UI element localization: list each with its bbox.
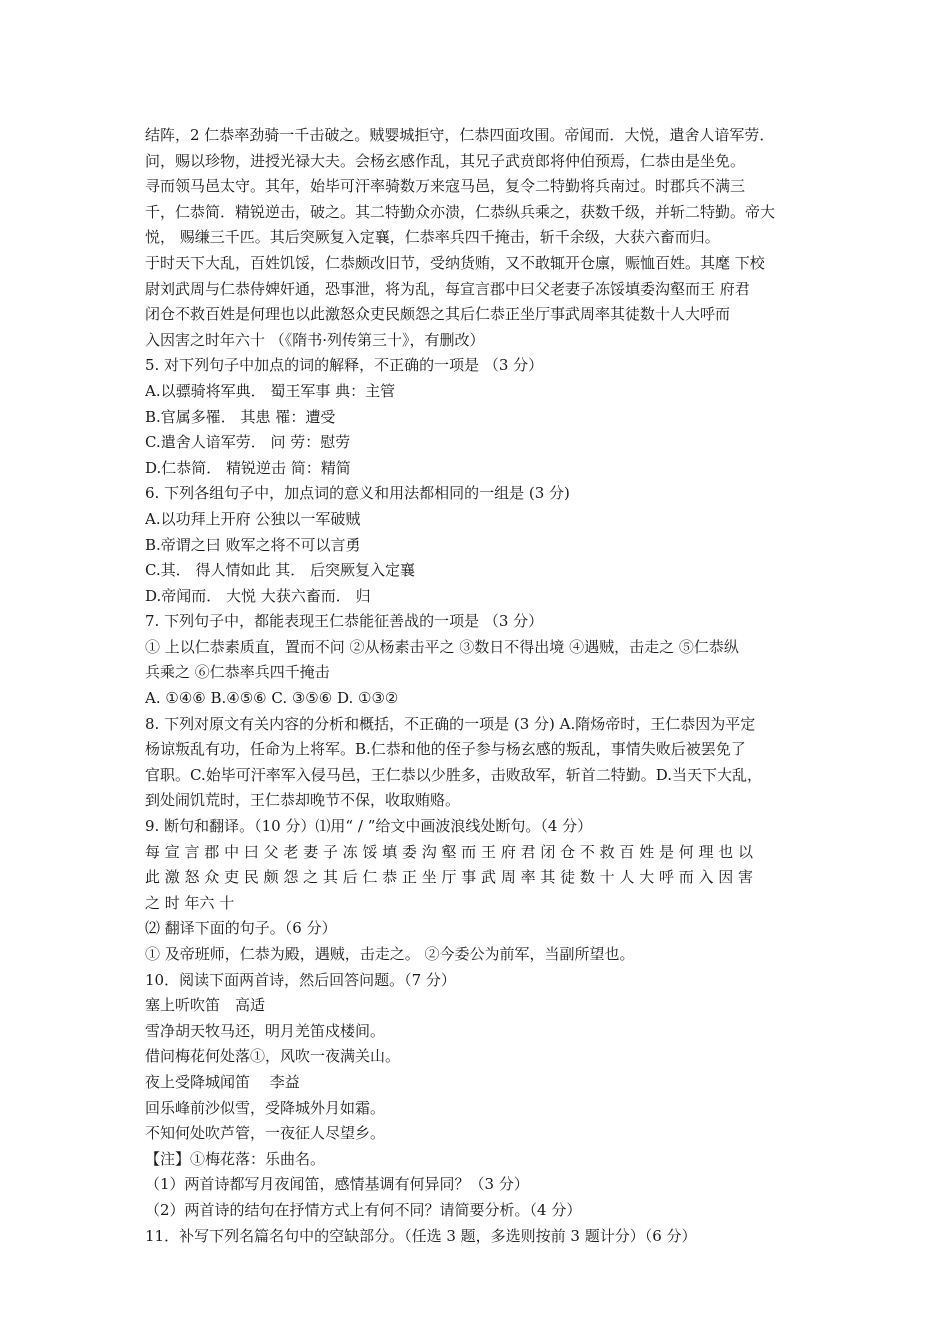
option-b: B.帝谓之曰 败军之将不可以言勇 — [145, 535, 361, 554]
passage-line: 入因害之时年六十 （《隋书·列传第三十》，有删改） — [145, 330, 485, 349]
option-b: B.官属多罹． 其患 罹：遭受 — [145, 407, 336, 426]
option-a: A.以骠骑将军典． 蜀王军事 典：主管 — [145, 381, 396, 400]
passage-line: 寻而领马邑太守。其年，始毕可汗率骑数万来寇马邑，复令二特勤将兵南过。时郡兵不满三 — [145, 177, 746, 196]
passage-line: 悦， 赐缣三千匹。其后突厥复入定襄，仁恭率兵四千掩击，斩千余级，大获六畜而归。 — [145, 228, 720, 247]
question-stem: 10．阅读下面两首诗，然后回答问题。（7 分） — [145, 970, 456, 989]
question-8 — [145, 712, 825, 814]
question-11 — [145, 1224, 825, 1250]
sub-question: （1）两首诗都写月夜闻笛，感情基调有何异同？（3 分） — [145, 1175, 529, 1194]
poem-line: 雪净胡天牧马还，明月羌笛戍楼间。 — [145, 1021, 386, 1040]
option-c: C.其． 得人情如此 其． 后突厥复入定襄 — [145, 561, 416, 580]
option-d: D.帝闻而． 大悦 大获六畜而． 归 — [145, 586, 371, 605]
question-stem: 7. 下列句子中，都能表现王仁恭能征善战的一项是 （3 分） — [145, 612, 544, 631]
poem-note: 【注】①梅花落：乐曲名。 — [145, 1149, 326, 1168]
passage-line: 闭仓不救百姓是何理也以此激怒众吏民颇怨之其后仁恭正坐厅事武周率其徒数十人大呼而 — [145, 305, 731, 324]
question-line: 8. 下列对原文有关内容的分析和概括，不正确的一项是 (3 分) A.隋炀帝时，王仁恭因为平定 — [145, 714, 756, 733]
question-line: 杨谅叛乱有功，任命为上将军。B.仁恭和他的侄子参与杨玄感的叛乱，事情失败后被罢免了 — [145, 740, 746, 759]
question-7 — [145, 609, 825, 711]
question-6 — [145, 481, 825, 609]
passage-line: 千，仁恭简．精锐逆击，破之。其二特勤众亦溃，仁恭纵兵乘之，获数千级，并斩二特勤。帝大 — [145, 202, 776, 221]
option-c: C.遣舍人谙军劳． 问 劳：慰劳 — [145, 433, 351, 452]
question-items: 兵乘之 ⑥仁恭率兵四千掩击 — [145, 663, 330, 682]
passage-line: 结阵，2 仁恭率劲骑一千击破之。贼婴城拒守，仁恭四面攻围。帝闻而．大悦，遣舍人谙军劳． — [145, 126, 775, 144]
question-items: ① 上以仁恭素质直，置而不问 ②从杨素击平之 ③数日不得出境 ④遇贼，击走之 ⑤仁恭纵 — [145, 637, 739, 656]
question-stem: 9. 断句和翻译。（10 分）⑴用“ / ”给文中画波浪线处断句。（4 分） — [145, 817, 593, 836]
poem-line: 借问梅花何处落①，风吹一夜满关山。 — [145, 1047, 401, 1066]
punctuation-line: 之 时 年六 十 — [145, 893, 235, 912]
punctuation-line: 每 宣 言 郡 中 曰 父 老 妻 子 冻 馁 填 委 沟 壑 而 王 府 君 闭 仓 不 救 百 姓 是 何 理 也 以 — [145, 842, 754, 861]
question-options: A. ①④⑥ B.④⑤⑥ C. ③⑤⑥ D. ①③② — [145, 689, 399, 708]
passage — [145, 123, 825, 353]
question-9 — [145, 814, 825, 968]
poem-title: 夜上受降城闻笛 李益 — [145, 1072, 300, 1091]
poem-line: 回乐峰前沙似雪，受降城外月如霜。 — [145, 1098, 386, 1117]
question-line: 到处闹饥荒时，王仁恭却晚节不保，收取贿赂。 — [145, 791, 461, 810]
option-d: D.仁恭简． 精锐逆击 简：精简 — [145, 458, 351, 477]
option-a: A.以功拜上开府 公独以一军破贼 — [145, 509, 361, 528]
sub-question: ⑵ 翻译下面的句子。（6 分） — [145, 919, 337, 938]
passage-line: 于时天下大乱，百姓饥馁，仁恭颇改旧节，受纳货贿，又不敢辄开仓廪，赈恤百姓。其麾 下校 — [145, 253, 765, 272]
passage-line: 尉刘武周与仁恭侍婢奸通，恐事泄，将为乱，每宣言郡中曰父老妻子冻馁填委沟壑而王 府君 — [145, 279, 750, 298]
question-stem: 11．补写下列名篇名句中的空缺部分。（任选 3 题，多选则按前 3 题计分）（6 分） — [145, 1226, 697, 1245]
sub-question: （2）两首诗的结句在抒情方式上有何不同？请简要分析。（4 分） — [145, 1200, 582, 1219]
poem-line: 不知何处吹芦管，一夜征人尽望乡。 — [145, 1124, 386, 1143]
question-stem: 6. 下列各组句子中，加点词的意义和用法都相同的一组是 (3 分) — [145, 484, 570, 503]
punctuation-line: 此 激 怒 众 吏 民 颇 怨 之 其 后 仁 恭 正 坐 厅 事 武 周 率 其 徒 数 十 人 大 呼 而 入 因 害 — [145, 868, 754, 887]
question-5 — [145, 353, 825, 481]
poem-title: 塞上听吹笛 高适 — [145, 996, 266, 1015]
question-stem: 5. 对下列句子中加点的词的解释，不正确的一项是 （3 分） — [145, 356, 544, 375]
passage-line: 问，赐以珍物，进授光禄大夫。会杨玄感作乱，其兄子武贲郎将仲伯预焉，仁恭由是坐免。 — [145, 151, 746, 170]
question-line: 官职。C.始毕可汗率军入侵马邑，王仁恭以少胜多，击败敌军，斩首二特勤。D.当天下大乱， — [145, 765, 762, 784]
translate-sentences: ① 及帝班师，仁恭为殿，遇贼，击走之。 ②今委公为前军，当副所望也。 — [145, 945, 635, 963]
question-10 — [145, 968, 825, 1224]
document-page — [145, 123, 825, 1249]
